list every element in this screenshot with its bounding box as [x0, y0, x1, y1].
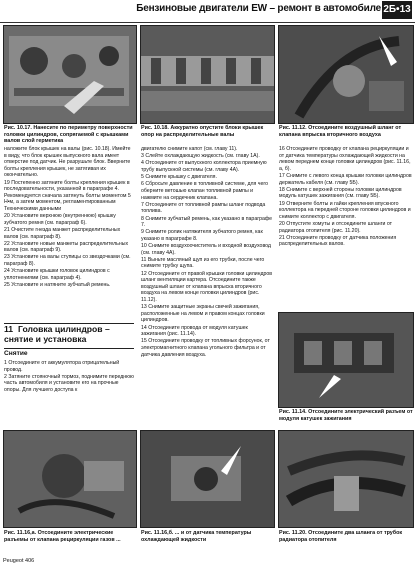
paragraph: 5 Снимите крышку с двигателя. — [141, 174, 217, 181]
paragraph: 19 Отверните болты и гайки крепления впускного коллектора на передней стороне головки цилиндров и снимите коллектор с двигателя. — [279, 200, 411, 220]
photo-fig-10-18 — [140, 25, 275, 124]
paragraph: 14 Отсоедините провода от модуля катушек зажигания (рис. 11.14). — [141, 324, 248, 338]
photo-fig-11-14 — [278, 312, 414, 408]
caption-fig-11-12: Рис. 11.12. Отсоедините воздушный шланг от клапана впрыска вторичного воздуха — [279, 125, 402, 138]
photo-fig-11-16a — [3, 430, 137, 528]
page-footer: Peugeot 406 — [3, 558, 35, 564]
camshaft-image — [141, 26, 274, 123]
paragraph: 17 Снимите с левого конца крышки головки цилиндров держатель кабеля (см. главу 5Б). — [279, 172, 412, 186]
paragraph: 2 Затяните стояночный тормоз, поднимите переднюю часть автомобиля и установите его на прочные опоры. Для лучшего доступа к — [4, 373, 134, 393]
engine-head-image — [4, 26, 136, 123]
coolant-sensor-image — [141, 431, 274, 527]
paragraph: 22 Установите новые манжеты распределительных валов (см. параграф 9). — [4, 240, 129, 254]
paragraph: 1 Отсоедините от аккумулятора отрицательный провод. — [4, 360, 120, 373]
paragraph: 23 Установите на валы ступицы со звездочками (см. параграф 8). — [4, 254, 131, 268]
paragraph: 12 Отсоедините от правой крышки головки цилиндров шланг вентиляции картера. Отсоедините также воздушный шланг от клапана впрыска вторичного воздуха на левом конце головки цилиндров (рис. 11.12). — [141, 270, 273, 303]
paragraph: 9 Снимите ролик натяжителя зубчатого ремня, как указано в параграфе 8. — [141, 229, 263, 242]
photo-fig-11-12 — [278, 25, 414, 124]
paragraph: 19 Постепенно затяните болты крепления крышек в последовательности, указанной в параграфе 4. Рекомендуется сначала затянуть болты моментом 5 Н•м, а затем моментом, регламентированным Техническими данными — [4, 179, 131, 212]
paragraph: 24 Установите крышки головок цилиндров с уплотнениями (см. параграф 4). — [4, 268, 110, 281]
paragraph: 11 Выньте масляный щуп из его трубки, после чего снимите трубку щупа. — [141, 256, 265, 270]
paragraph: 16 Отсоедините проводку от клапана рециркуляции и от датчика температуры охлаждающей жидкости на левом переднем конце головки цилиндров (рис. 11.16, а, б). — [279, 146, 411, 172]
photo-fig-11-20 — [278, 430, 414, 528]
heater-hoses-image — [279, 431, 413, 527]
caption-fig-10-18: Рис. 10.18. Аккуратно опустите блоки крышек опор на распределительные валы — [141, 125, 264, 138]
section-text — [4, 360, 134, 394]
section-heading — [4, 323, 134, 349]
photo-fig-10-17 — [3, 25, 137, 124]
air-hose-image — [279, 26, 413, 123]
paragraph: двигателю снимите капот (см. главу 11). — [141, 146, 238, 152]
paragraph: 20 Установите верхнюю (внутреннюю) крышку зубчатого ремня (см. параграф 6). — [4, 213, 116, 226]
caption-fig-11-14: Рис. 11.14. Отсоедините электрический разъем от модуля катушек зажигания — [279, 409, 413, 422]
text-column-1 — [4, 146, 134, 289]
paragraph: 13 Снимите защитные экраны свечей зажигания, расположенные на левом и правом концах головки цилиндров. — [141, 304, 265, 324]
photo-fig-11-16b — [140, 430, 275, 528]
paragraph: 25 Установите и натяните зубчатый ремень. — [4, 282, 111, 289]
paragraph: 4 Отсоедините от выпускного коллектора приемную трубу выпускной системы (см. главу 4А). — [141, 160, 267, 173]
page-header — [0, 0, 415, 23]
section-number: 11 — [4, 324, 14, 334]
subsection-heading: Снятие — [4, 350, 28, 357]
paragraph: 6 Сбросьте давление в топливной системе, для чего оберните ветошью клапан топливной рампы и нажмите на сердечник клапана. — [141, 181, 269, 201]
paragraph: 18 Снимите с верхней стороны головки цилиндров модуль катушек зажигания (см. главу 5Б). — [279, 186, 402, 200]
paragraph: 21 Отсоедините проводку от датчика положения распределительных валов. — [279, 234, 397, 248]
section-title: Головка цилиндров – снятие и установка — [4, 324, 110, 344]
running-title: Бензиновые двигатели EW – ремонт в автомобиле — [136, 3, 381, 14]
paragraph: наложите блок крышек на валы (рис. 10.18). Имейте в виду, что блок крышек выпускного вала имеет отверстие под датчик. Не разрушьте блок. Вверните болты крепления крышек, не затягивая их окончательно. — [4, 146, 131, 179]
text-column-3 — [279, 146, 412, 248]
paragraph: 3 Слейте охлаждающую жидкость (см. главу 1А). — [141, 153, 260, 160]
ignition-module-image — [279, 313, 413, 407]
caption-fig-11-20: Рис. 11.20. Отсоедините два шланга от трубок радиатора отопителя — [279, 530, 403, 543]
text-column-2 — [141, 146, 273, 359]
paragraph: 8 Снимите зубчатый ремень, как указано в параграфе 7. — [141, 215, 273, 229]
paragraph: 20 Отпустите хомуты и отсоедините шланги от радиатора отопителя (рис. 11.20). — [279, 220, 393, 234]
paragraph: 15 Отсоедините проводку от топливных форсунок, от электромагнитного клапана угольного фильтра и от датчика давления воздуха. — [141, 338, 270, 358]
egr-valve-image — [4, 431, 136, 527]
paragraph: 21 Очистите гнезда манжет распределительных валов (см. параграф 8). — [4, 226, 121, 240]
page-number: 2Б•13 — [382, 1, 412, 19]
caption-fig-11-16b: Рис. 11.16,б. ... и от датчика температуры охлаждающей жидкости — [141, 530, 252, 543]
paragraph: 7 Отсоедините от топливной рампы шланг подвода топлива. — [141, 201, 266, 215]
caption-fig-11-16a: Рис. 11.16,а. Отсоедините электрические разъемы от клапана рециркуляции газов ... — [4, 530, 121, 543]
paragraph: 10 Снимите воздухоочиститель и входной воздуховод (см. главу 4А). — [141, 243, 271, 256]
caption-fig-10-17: Рис. 10.17. Нанесите по периметру поверхности головки цилиндров, сопрягаемой с крышками валов слой герметика — [4, 125, 133, 145]
